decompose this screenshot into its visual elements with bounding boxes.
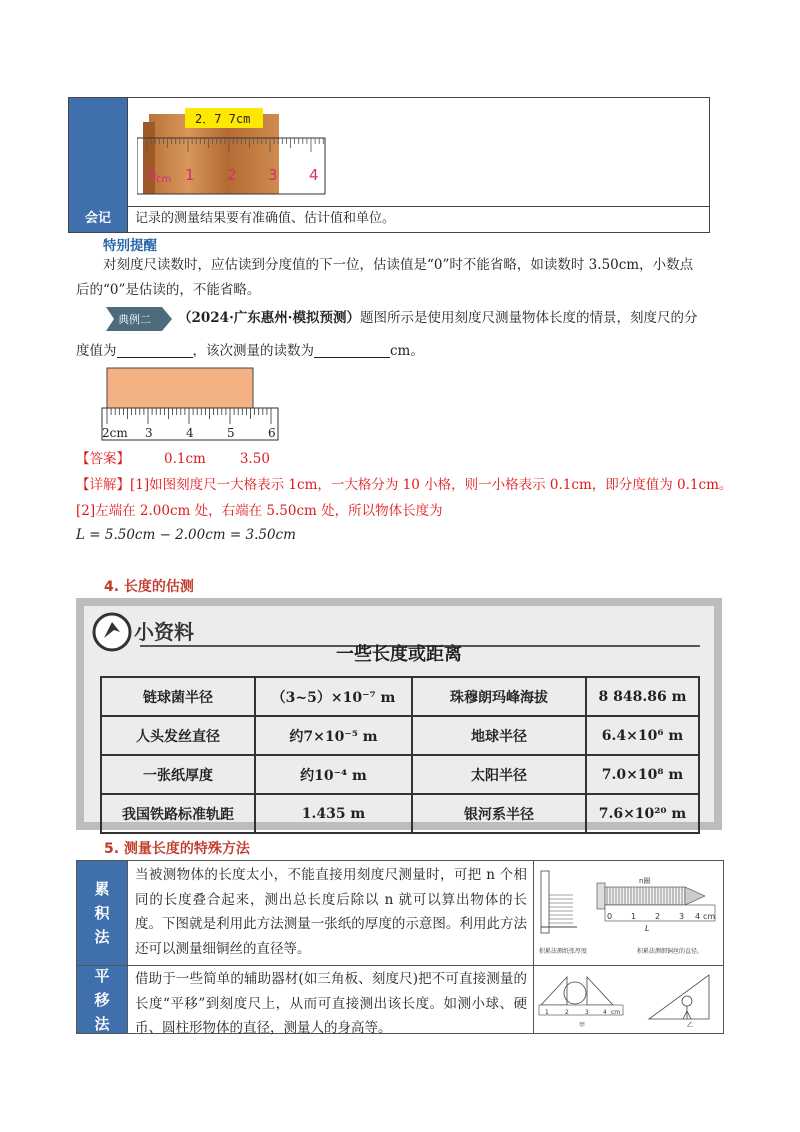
example2-question-4: cm。	[390, 343, 424, 359]
measurement-note-table	[68, 97, 710, 233]
answer-line	[76, 446, 270, 473]
example2-line1	[178, 305, 697, 332]
table-row-label: 会记	[69, 206, 128, 232]
table-cell: 6.4×10⁶ m	[586, 716, 699, 755]
table-cell: 7.6×10²⁰ m	[586, 794, 699, 833]
coil-ruler-tick-4: 4	[695, 912, 701, 921]
example2-question-1: 题图所示是使用刻度尺测量物体长度的情景，刻度尺的分	[359, 310, 698, 326]
detail-line1	[76, 472, 732, 499]
answer-label: 【答案】	[76, 451, 130, 467]
table-cell: 我国铁路标准轨距	[101, 794, 255, 833]
trans-ruler-tick-2: 2	[565, 1009, 569, 1016]
special-tip-line2: 后的“0”是估读的，不能省略。	[76, 282, 261, 298]
caption-yi: 乙	[687, 1022, 694, 1029]
table-cell: 1.435 m	[255, 794, 412, 833]
data-table-photo	[76, 598, 722, 830]
section5-heading: 5. 测量长度的特殊方法	[104, 841, 250, 857]
table-row	[101, 677, 699, 716]
coil-ruler-tick-1: 1	[631, 912, 637, 921]
ruler-tick-2cm: 2cm	[102, 426, 128, 440]
trans-ruler-unit: cm	[611, 1009, 621, 1016]
table-label-cell	[69, 98, 128, 207]
special-tip-heading: 特别提醒	[103, 238, 157, 254]
table-cell: 珠穆朗玛峰海拔	[412, 677, 586, 716]
data-table-title: 一些长度或距离	[336, 644, 462, 665]
ruler-tick-4: 4	[309, 166, 319, 184]
example2-source: （2024·广东惠州·模拟预测）	[178, 310, 360, 326]
table-row-text: 记录的测量结果要有准确值、估计值和单位。	[135, 211, 396, 226]
special-tip-line1: 对刻度尺读数时，应估读到分度值的下一位，估读值是“0”时不能省略，如读数时 3.50cm，小数点	[103, 257, 694, 273]
ruler-tick-4: 4	[186, 426, 194, 440]
trans-ruler-tick-1: 1	[545, 1009, 549, 1016]
ruler-tick-1: 1	[185, 166, 195, 184]
table-cell: 一张纸厚度	[101, 755, 255, 794]
table-row	[101, 755, 699, 794]
coil-length-label: L	[645, 924, 650, 933]
cumulative-method-figure	[537, 865, 719, 961]
reading-label: 2．7 7cm	[195, 112, 251, 126]
answer-value-2: 3.50	[239, 451, 270, 467]
translation-method-figure	[537, 969, 719, 1031]
method-label-text-1: 平移法	[94, 966, 110, 1033]
blank-reading-value[interactable]	[314, 341, 390, 358]
trans-ruler-tick-3: 3	[585, 1009, 589, 1016]
table-cell: 银河系半径	[412, 794, 586, 833]
ruler-photo	[137, 100, 327, 200]
table-row	[101, 794, 699, 833]
method-text-translation: 借助于一些简单的辅助器材(如三角板、刻度尺)把不可直接测量的长度“平移”到刻度尺上，从而可直接测出该长度。如测小球、硬币、圆柱形物体的直径，测量人的身高等。	[135, 971, 527, 1036]
method-text-cumulative: 当被测物体的长度太小，不能直接用刻度尺测量时，可把 n 个相同的长度叠合起来，测出总长度后除以 n 就可以算出物体的长度。下图就是利用此方法测量一张纸的厚度的示意图。利用此方法还可以测量细铜丝的直径等。	[135, 867, 527, 957]
coil-ruler-tick-3: 3	[679, 912, 685, 921]
ruler-tick-6: 6	[268, 426, 276, 440]
example2-line2	[76, 338, 424, 365]
method-label-cumulative	[77, 861, 127, 965]
table-row	[101, 716, 699, 755]
ruler-tick-0: 0	[147, 166, 157, 184]
table-cell: 链球菌半径	[101, 677, 255, 716]
coil-ruler-tick-0: 0	[607, 912, 613, 921]
coil-count-label: n圈	[639, 877, 651, 885]
caption-wire-diameter: 积累法测细铜丝的直径。	[637, 948, 704, 955]
table-cell: 7.0×10⁸ m	[586, 755, 699, 794]
table-cell: 地球半径	[412, 716, 586, 755]
example-tag-label: 典例二	[118, 313, 151, 326]
example2-question-3: ，该次测量的读数为	[192, 343, 314, 359]
detail-label: 【详解】	[76, 477, 130, 493]
answer-value-1: 0.1cm	[164, 451, 206, 467]
coil-ruler-unit: cm	[703, 912, 716, 921]
length-data-table	[100, 676, 700, 834]
table-cell: 8 848.86 m	[586, 677, 699, 716]
coil-ruler-tick-2: 2	[655, 912, 661, 921]
section4-heading: 4. 长度的估测	[104, 579, 194, 595]
detail-text-2: [2]左端在 2.00cm 处，右端在 5.50cm 处，所以物体长度为	[76, 503, 443, 519]
ruler-tick-2: 2	[227, 166, 237, 184]
caption-jia: 甲	[579, 1022, 586, 1029]
detail-formula: L = 5.50cm − 2.00cm = 3.50cm	[76, 527, 296, 543]
table-cell: （3~5）×10⁻⁷ m	[255, 677, 412, 716]
trans-ruler-tick-4: 4	[603, 1009, 607, 1016]
blank-division-value[interactable]	[117, 341, 193, 358]
ruler-tick-3: 3	[268, 166, 278, 184]
example2-ruler-figure	[100, 366, 282, 444]
table-cell: 约7×10⁻⁵ m	[255, 716, 412, 755]
table-cell: 人头发丝直径	[101, 716, 255, 755]
method-label-text-0: 累积法	[94, 880, 110, 946]
caption-paper-thickness: 积累法测纸张厚度	[539, 948, 588, 955]
special-methods-table	[76, 860, 724, 1034]
info-badge-label: 小资料	[134, 620, 194, 644]
detail-text-1: [1]如图刻度尺一大格表示 1cm，一大格分为 10 小格，则一小格表示 0.1cm，即分度值为 0.1cm。	[130, 477, 733, 493]
ruler-tick-3: 3	[145, 426, 153, 440]
table-cell: 太阳半径	[412, 755, 586, 794]
ruler-tick-5: 5	[227, 426, 235, 440]
table-cell: 约10⁻⁴ m	[255, 755, 412, 794]
ruler-unit: cm	[156, 174, 172, 185]
example2-question-2: 度值为	[76, 343, 117, 359]
method-label-translation	[77, 966, 127, 1033]
